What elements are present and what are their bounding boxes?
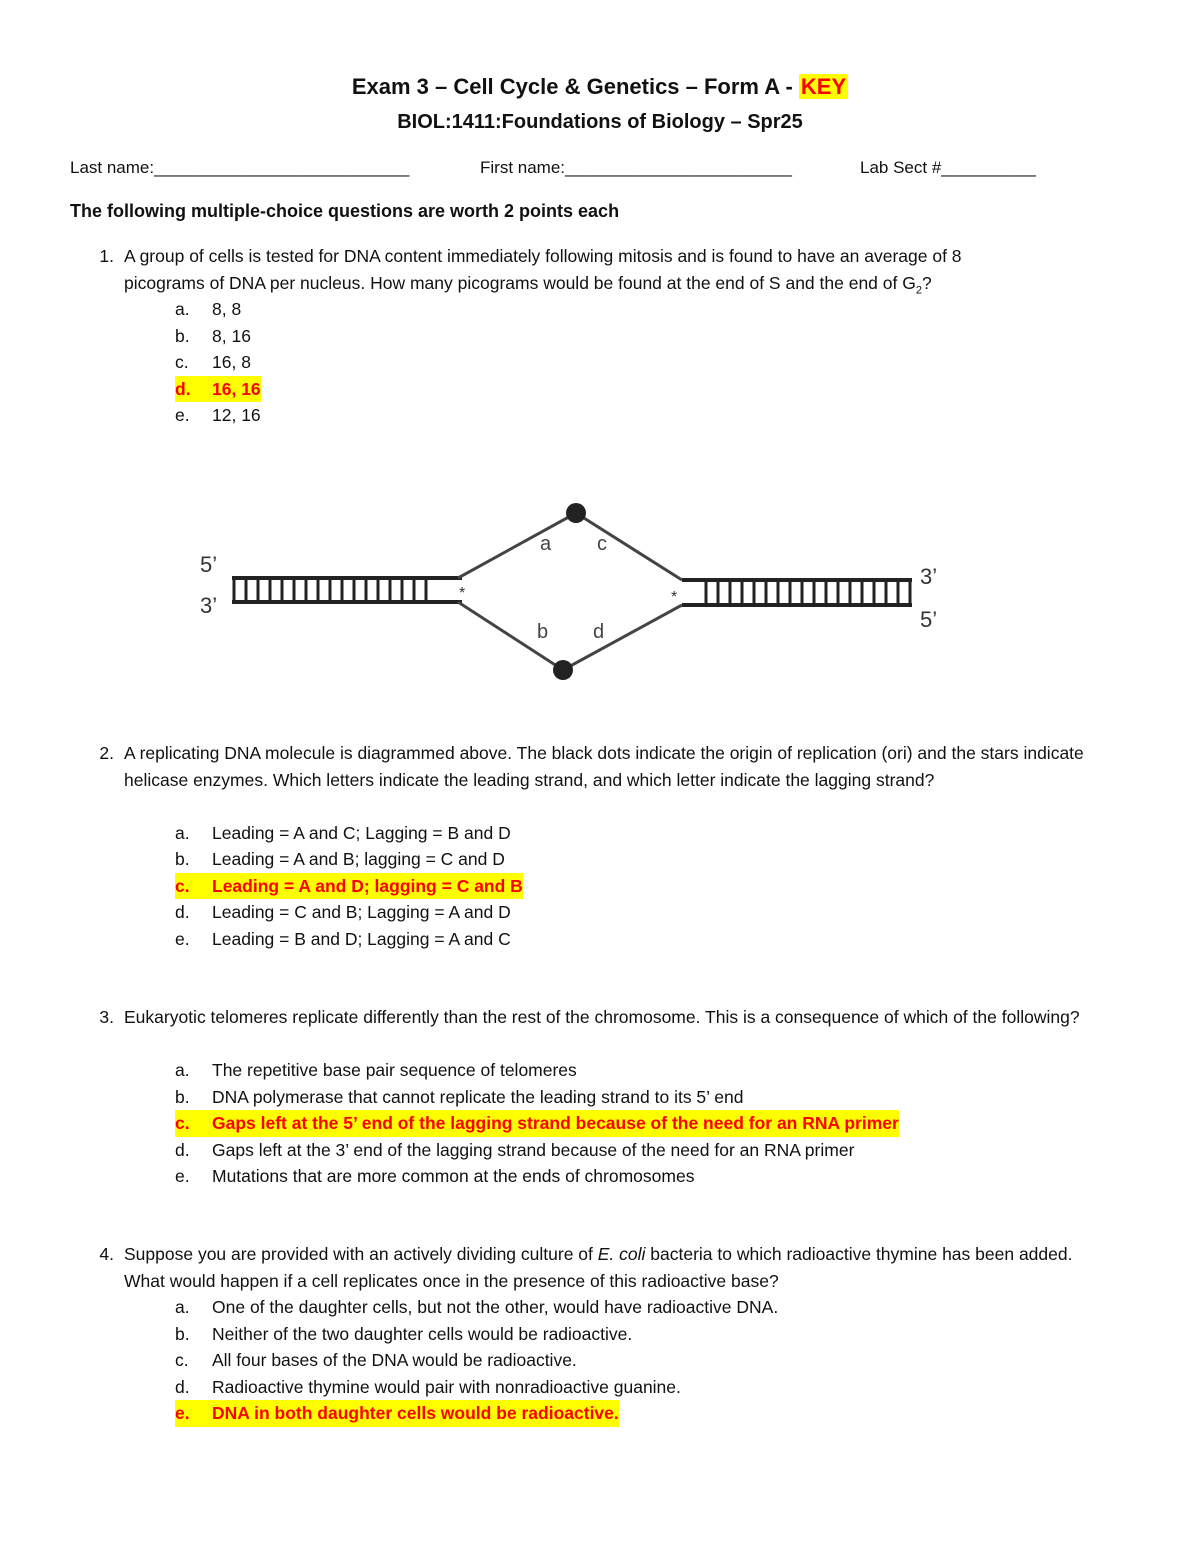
option-letter: e. bbox=[175, 928, 190, 949]
option-letter: d. bbox=[175, 902, 190, 922]
question-text-part: bacteria to which radioactive thymine has been added. What would happen if a cell replicates once in the presence of this radioactive base? bbox=[124, 1244, 1073, 1291]
option-letter: b. bbox=[175, 1086, 190, 1107]
option-letter: a. bbox=[175, 1297, 190, 1317]
key-badge: KEY bbox=[800, 74, 847, 99]
option-text: 8, 8 bbox=[212, 299, 242, 319]
option-b[interactable] bbox=[0, 846, 1200, 873]
origin-dot-bottom bbox=[553, 660, 573, 680]
option-text: DNA in both daughter cells would be radioactive. bbox=[212, 1400, 619, 1427]
question-text-part: Suppose you are provided with an actively dividing culture of bbox=[124, 1244, 598, 1264]
option-letter: c. bbox=[175, 1350, 189, 1370]
organism-name: E. coli bbox=[597, 1244, 646, 1264]
label-3-prime-right: 3’ bbox=[920, 564, 938, 589]
option-letter: d. bbox=[175, 1376, 190, 1397]
question-number: 2. bbox=[99, 743, 114, 763]
helicase-star-right: * bbox=[671, 589, 678, 606]
option-c[interactable] bbox=[0, 1347, 1200, 1374]
option-text: Gaps left at the 5’ end of the lagging strand because of the need for an RNA primer bbox=[212, 1110, 899, 1137]
question-number: 3. bbox=[99, 1007, 114, 1027]
option-letter: d. bbox=[175, 376, 213, 403]
label-b: b bbox=[537, 621, 549, 643]
option-text: 16, 16 bbox=[212, 376, 261, 403]
left-duplex bbox=[232, 578, 462, 602]
option-letter: b. bbox=[175, 1323, 190, 1344]
option-e[interactable] bbox=[0, 926, 1200, 953]
dna-replication-diagram bbox=[190, 495, 950, 690]
option-text: Leading = B and D; Lagging = A and C bbox=[212, 928, 511, 949]
option-text: 8, 16 bbox=[212, 325, 251, 346]
option-d[interactable] bbox=[0, 1374, 1200, 1401]
question-text-part: ? bbox=[921, 272, 932, 293]
option-text: 16, 8 bbox=[212, 352, 251, 372]
option-text: DNA polymerase that cannot replicate the leading strand to its 5’ end bbox=[212, 1086, 744, 1107]
option-letter: d. bbox=[175, 1139, 190, 1160]
lab-section-field[interactable]: Lab Sect #__________ bbox=[860, 158, 1036, 177]
label-5-prime-left: 5’ bbox=[200, 552, 218, 577]
option-letter: a. bbox=[175, 822, 190, 843]
option-c[interactable] bbox=[0, 349, 1200, 376]
option-text: The repetitive base pair sequence of telomeres bbox=[212, 1060, 577, 1080]
option-letter: b. bbox=[175, 849, 190, 869]
option-letter: c. bbox=[175, 352, 189, 372]
option-letter: a. bbox=[175, 1060, 190, 1080]
origin-dot-top bbox=[566, 503, 586, 523]
option-d[interactable] bbox=[0, 1137, 1200, 1164]
option-c-correct[interactable] bbox=[0, 1110, 1200, 1137]
option-d[interactable] bbox=[0, 899, 1200, 926]
option-letter: b. bbox=[175, 325, 190, 346]
exam-title-text: Exam 3 – Cell Cycle & Genetics – Form A - bbox=[351, 74, 799, 99]
option-b[interactable] bbox=[0, 1084, 1200, 1111]
question-text bbox=[124, 243, 1124, 304]
option-letter: c. bbox=[175, 873, 212, 900]
label-d: d bbox=[593, 621, 605, 643]
last-name-field[interactable]: Last name:___________________________ bbox=[70, 158, 410, 177]
option-text: Neither of the two daughter cells would be radioactive. bbox=[212, 1323, 633, 1344]
option-a[interactable] bbox=[0, 820, 1200, 847]
subscript: 2 bbox=[915, 284, 922, 296]
option-letter: e. bbox=[175, 1400, 212, 1427]
right-duplex bbox=[682, 580, 912, 605]
option-text: Gaps left at the 3’ end of the lagging strand because of the need for an RNA primer bbox=[212, 1139, 855, 1160]
option-letter: e. bbox=[175, 405, 190, 425]
option-text: One of the daughter cells, but not the other, would have radioactive DNA. bbox=[212, 1297, 779, 1317]
option-b[interactable] bbox=[0, 323, 1200, 350]
option-a[interactable] bbox=[0, 1294, 1200, 1321]
option-text: Mutations that are more common at the ends of chromosomes bbox=[212, 1166, 695, 1186]
option-a[interactable] bbox=[0, 296, 1200, 323]
label-3-prime-left: 3’ bbox=[200, 593, 218, 618]
instructions: The following multiple-choice questions are worth 2 points each bbox=[70, 201, 620, 221]
label-a: a bbox=[540, 533, 552, 555]
question-number: 1. bbox=[99, 246, 114, 266]
label-c: c bbox=[597, 533, 607, 555]
option-d-correct[interactable] bbox=[0, 376, 1200, 403]
option-text: Leading = A and B; lagging = C and D bbox=[212, 849, 505, 869]
option-c-correct[interactable] bbox=[0, 873, 1200, 900]
question-number: 4. bbox=[99, 1244, 114, 1264]
replication-bubble bbox=[458, 513, 682, 670]
option-letter: c. bbox=[175, 1110, 212, 1137]
helicase-star-left: * bbox=[459, 585, 466, 602]
first-name-field[interactable]: First name:________________________ bbox=[480, 158, 792, 177]
question-text-line: A group of cells is tested for DNA content immediately following mitosis and is found to have an average of 8 bbox=[124, 246, 962, 266]
question-text bbox=[124, 1241, 1104, 1294]
option-b[interactable] bbox=[0, 1321, 1200, 1348]
option-text: All four bases of the DNA would be radioactive. bbox=[212, 1350, 577, 1370]
option-e[interactable] bbox=[0, 402, 1200, 429]
option-e-correct[interactable] bbox=[0, 1400, 1200, 1427]
option-text: 12, 16 bbox=[212, 405, 261, 425]
option-letter: e. bbox=[175, 1166, 190, 1186]
option-text: Leading = C and B; Lagging = A and D bbox=[212, 902, 511, 922]
course-subtitle: BIOL:1411:Foundations of Biology – Spr25 bbox=[397, 111, 803, 133]
option-e[interactable] bbox=[0, 1163, 1200, 1190]
option-a[interactable] bbox=[0, 1057, 1200, 1084]
exam-title bbox=[0, 74, 1200, 100]
question-text-part: picograms of DNA per nucleus. How many picograms would be found at the end of S and the end of G bbox=[124, 272, 916, 293]
label-5-prime-right: 5’ bbox=[920, 607, 938, 632]
option-text: Leading = A and D; lagging = C and B bbox=[212, 873, 523, 900]
option-text: Radioactive thymine would pair with nonradioactive guanine. bbox=[212, 1376, 681, 1397]
question-text: Eukaryotic telomeres replicate differently than the rest of the chromosome. This is a consequence of which of the following? bbox=[124, 1007, 1080, 1027]
option-letter: a. bbox=[175, 299, 190, 319]
question-text: A replicating DNA molecule is diagrammed above. The black dots indicate the origin of replication (ori) and the stars indicate helicase enzymes. Which letters indicate the leading strand, and which letter indicate the lagging strand? bbox=[124, 743, 1084, 790]
option-text: Leading = A and C; Lagging = B and D bbox=[212, 822, 511, 843]
